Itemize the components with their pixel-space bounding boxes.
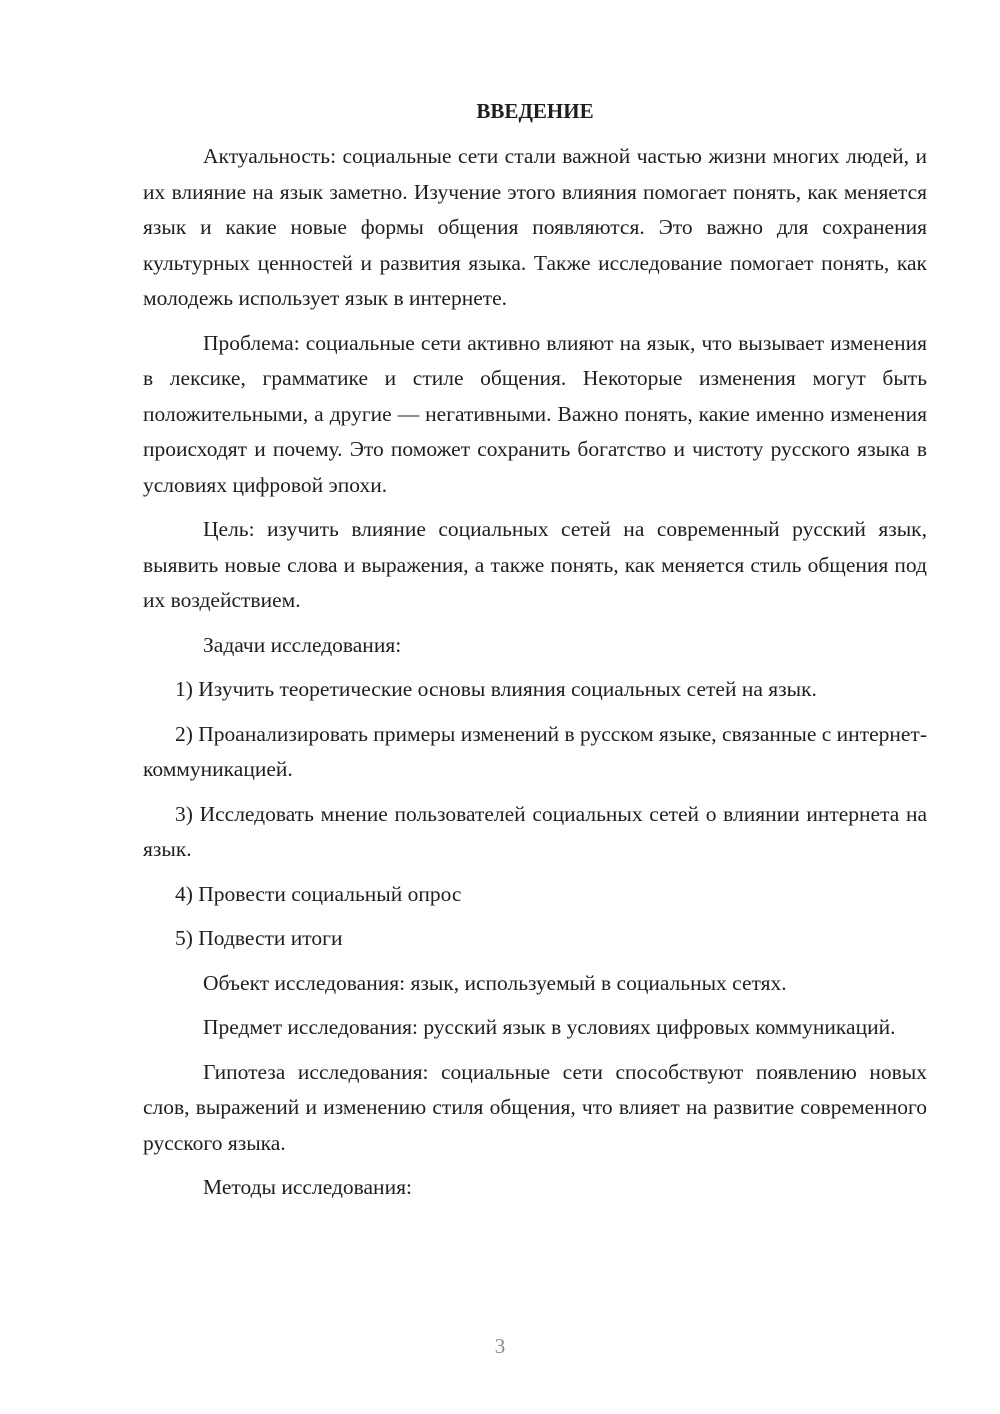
task-item-1: 1) Изучить теоретические основы влияния социальных сетей на язык. <box>175 677 817 701</box>
paragraph-subject: Предмет исследования: русский язык в условиях цифровых коммуникаций. <box>203 1015 896 1039</box>
paragraph-goal: Цель: изучить влияние социальных сетей на современный русский язык, выявить новые слова и выражения, а также понять, как меняется стиль общения под их воздействием. <box>143 517 927 612</box>
paragraph-relevance: Актуальность: социальные сети стали важной частью жизни многих людей, и их влияние на язык заметно. Изучение этого влияния помогает понять, как меняется язык и какие новые формы общения появляются. Это важно для сохранения культурных ценностей и развития языка. Также исследование помогает понять, как молодежь использует язык в интернете. <box>143 144 927 310</box>
paragraph-hypothesis: Гипотеза исследования: социальные сети способствуют появлению новых слов, выражений и изменению стиля общения, что влияет на развитие современного русского языка. <box>143 1059 927 1155</box>
task-item-3: 3) Исследовать мнение пользователей социальных сетей о влиянии интернета на язык. <box>143 801 927 861</box>
section-title: ВВЕДЕНИЕ <box>476 99 594 123</box>
paragraph-object: Объект исследования: язык, используемый в социальных сетях. <box>203 970 787 995</box>
task-item-2: 2) Проанализировать примеры изменений в русском языке, связанные с интернет-коммуникацией. <box>143 721 927 781</box>
page-number: 3 <box>494 1334 506 1358</box>
task-item-4: 4) Провести социальный опрос <box>175 881 462 906</box>
paragraph-tasks-heading: Задачи исследования: <box>203 632 402 657</box>
paragraph-problem: Проблема: социальные сети активно влияют на язык, что вызывает изменения в лексике, грамматике и стиле общения. Некоторые изменения могут быть положительными, а другие — негативными. Важно понять, какие именно изменения происходят и почему. Это поможет сохранить богатство и чистоту русского языка в условиях цифровой эпохи. <box>143 330 927 497</box>
document-page <box>143 96 927 1215</box>
task-item-5: 5) Подвести итоги <box>175 926 343 950</box>
paragraph-methods: Методы исследования: <box>203 1175 412 1199</box>
